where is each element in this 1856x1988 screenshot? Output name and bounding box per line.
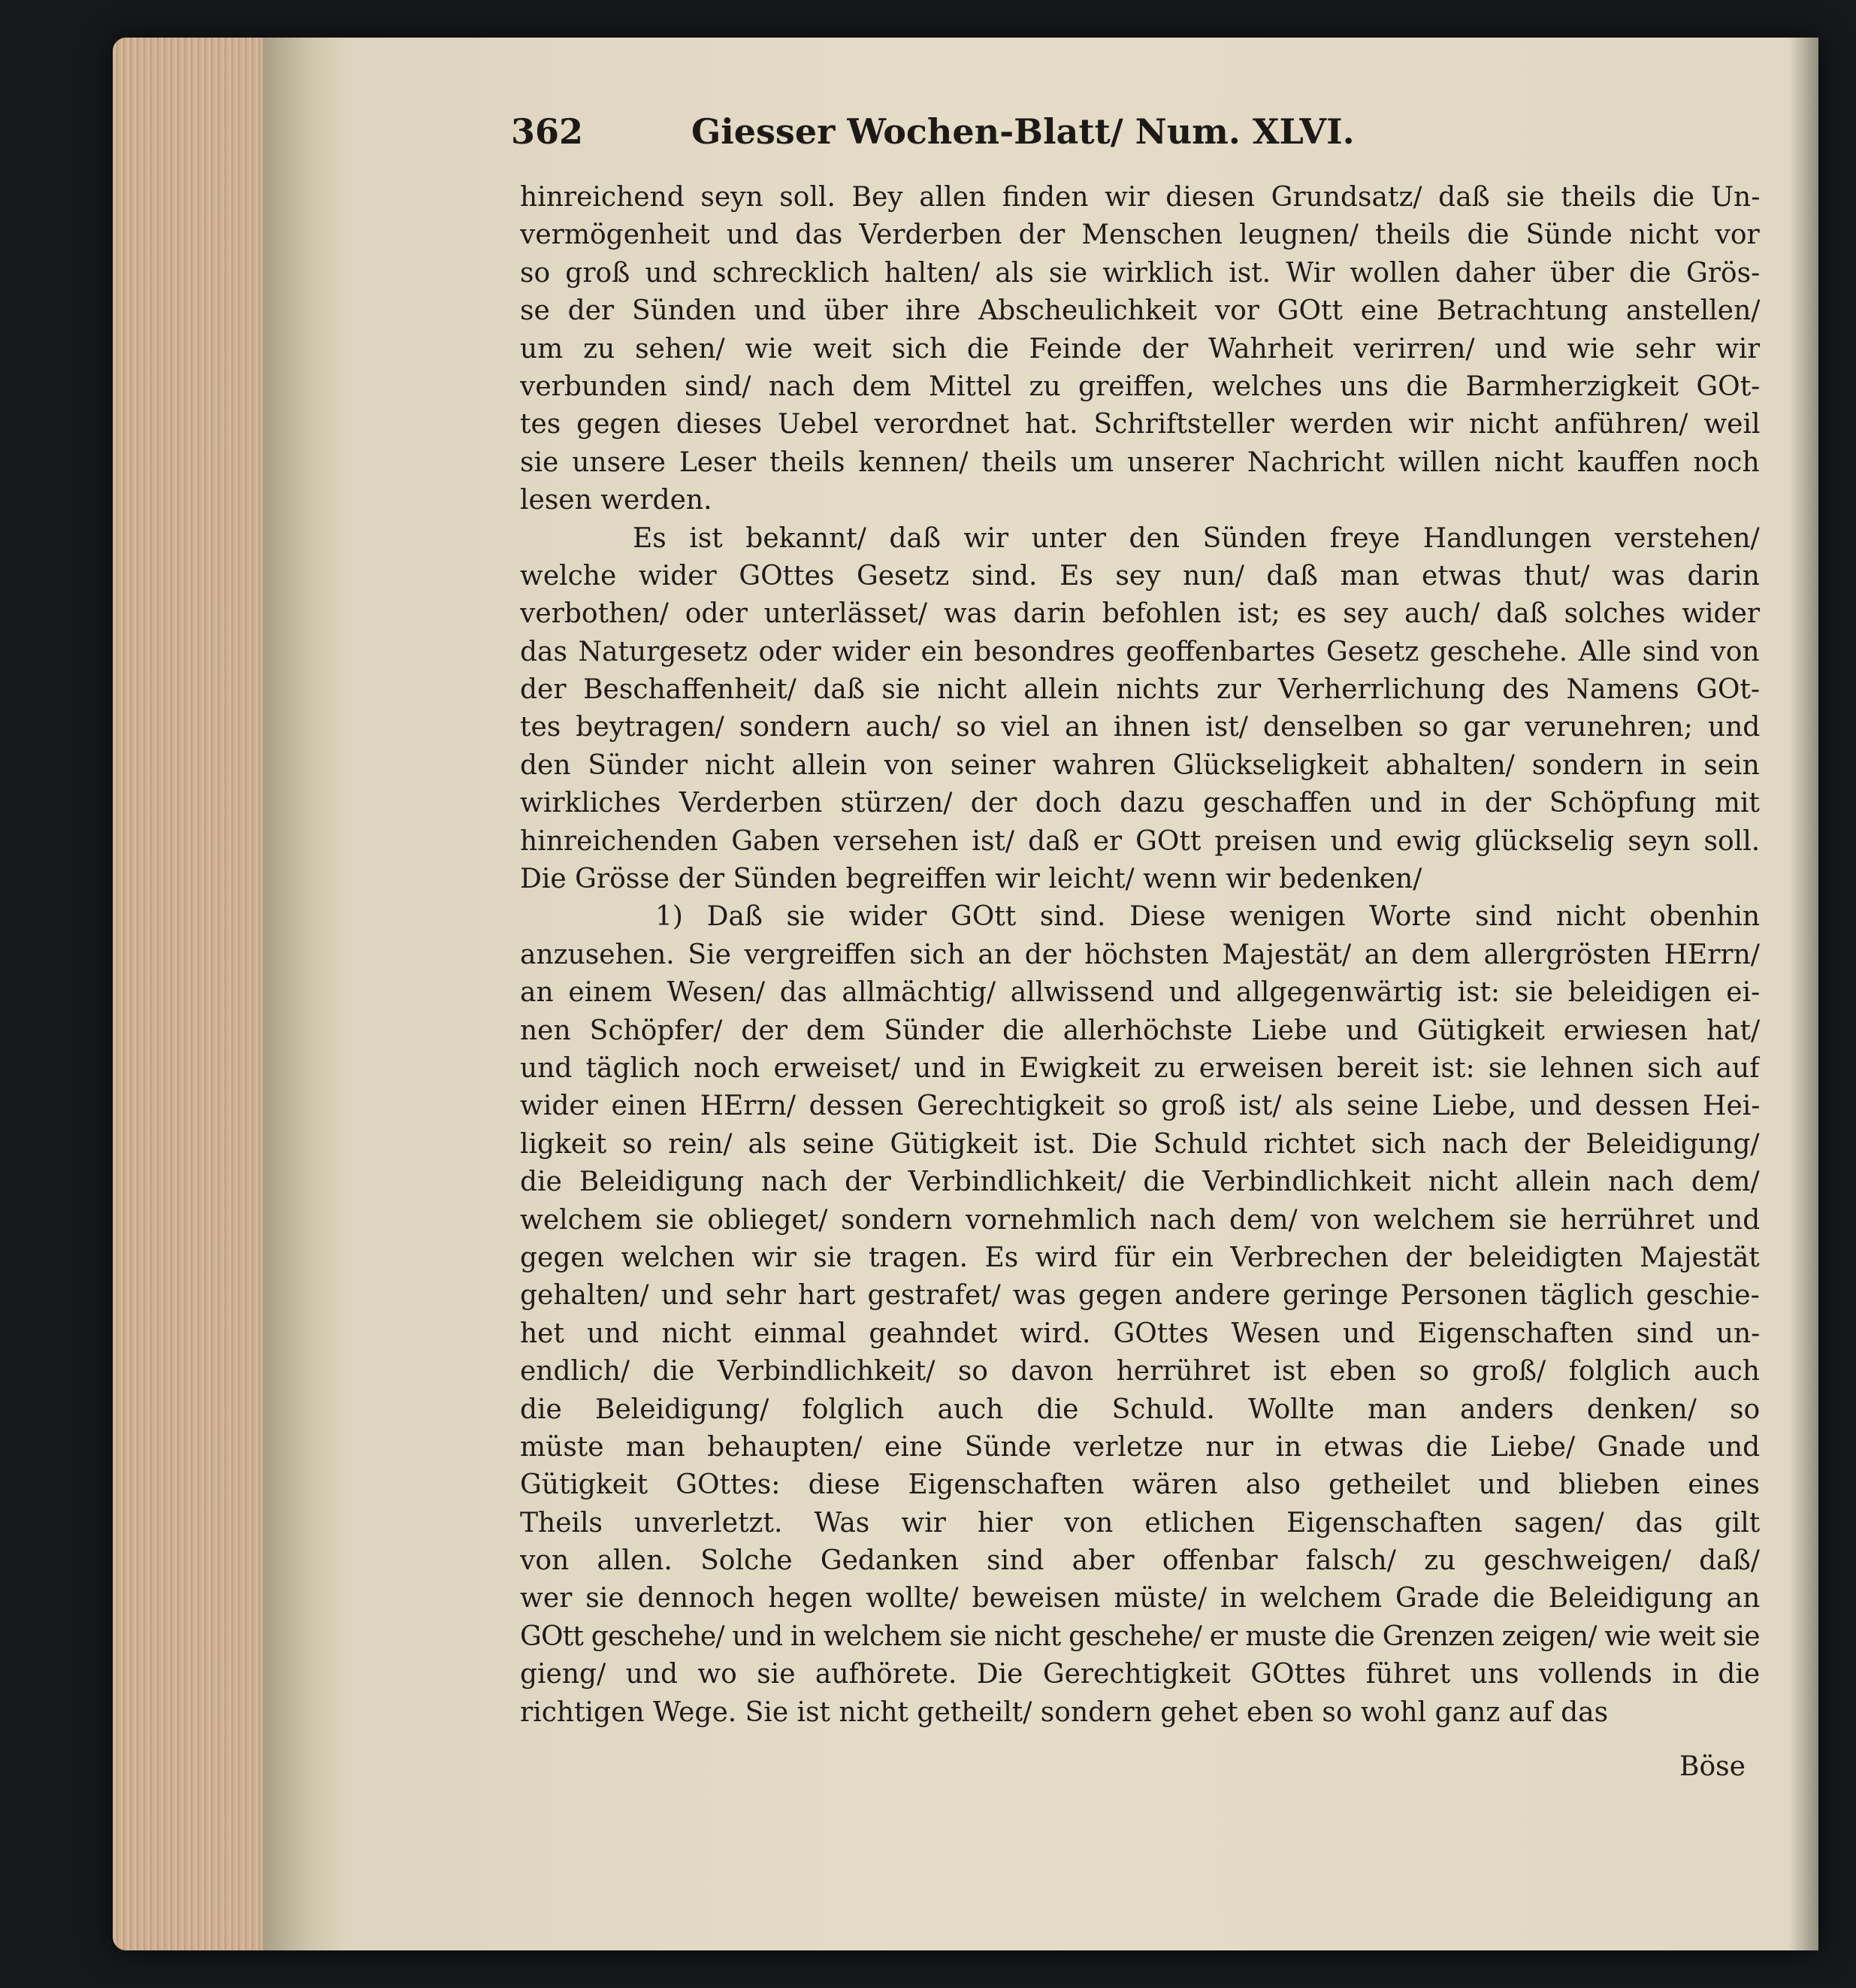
text-line: wirkliches Verderben stürzen/ der doch dazu geschaffen und in der Schöpfung mit xyxy=(520,788,1760,819)
text-line: het und nicht einmal geahndet wird. GOttes Wesen und Eigenschaften sind un- xyxy=(520,1318,1760,1349)
page-right-shadow xyxy=(1788,38,1818,1950)
text-line: die Beleidigung nach der Verbindlichkeit/ die Verbindlichkeit nicht allein nach dem/ xyxy=(520,1166,1760,1198)
text-line: von allen. Solche Gedanken sind aber offenbar falsch/ zu geschweigen/ daß/ xyxy=(520,1545,1760,1577)
text-line: hinreichend seyn soll. Bey allen finden wir diesen Grundsatz/ daß sie theils die Un- xyxy=(520,182,1760,213)
text-line: um zu sehen/ wie weit sich die Feinde der Wahrheit verirren/ und wie sehr wir xyxy=(520,333,1760,365)
gutter-shadow xyxy=(263,38,346,1950)
text-line: verbunden sind/ nach dem Mittel zu greiffen, welches uns die Barmherzigkeit GOt- xyxy=(520,371,1760,402)
text-line: lesen werden. xyxy=(520,485,712,516)
text-line: sie unsere Leser theils kennen/ theils um unserer Nachricht willen nicht kauffen noch xyxy=(520,446,1760,478)
text-line: der Beschaffenheit/ daß sie nicht allein nichts zur Verherrlichung des Namens GOt- xyxy=(520,674,1760,706)
text-line: gehalten/ und sehr hart gestrafet/ was gegen andere geringe Personen täglich geschie- xyxy=(520,1280,1760,1312)
text-line: anzusehen. Sie vergreiffen sich an der höchsten Majestät/ an dem allergrösten HErrn/ xyxy=(520,939,1760,970)
text-line: Gütigkeit GOttes: diese Eigenschaften wären also getheilet und blieben eines xyxy=(520,1469,1760,1501)
text-line: richtigen Wege. Sie ist nicht getheilt/ sondern gehet eben so wohl ganz auf das xyxy=(520,1696,1609,1728)
text-line: müste man behaupten/ eine Sünde verletze nur in etwas die Liebe/ Gnade und xyxy=(520,1431,1760,1463)
text-line: gegen welchen wir sie tragen. Es wird für ein Verbrechen der beleidigten Majestät xyxy=(520,1242,1760,1273)
text-line: Theils unverletzt. Was wir hier von etlichen Eigenschaften sagen/ das gilt xyxy=(520,1507,1760,1539)
text-line: se der Sünden und über ihre Abscheulichkeit vor GOtt eine Betrachtung anstellen/ xyxy=(520,295,1760,327)
text-line: welchem sie oblieget/ sondern vornehmlich nach dem/ von welchem sie herrühret und xyxy=(520,1204,1760,1236)
header-title: Giesser Wochen-Blatt/ Num. XLVI. xyxy=(691,111,1355,152)
text-line: ligkeit so rein/ als seine Gütigkeit ist. Die Schuld richtet sich nach der Beleidigung/ xyxy=(520,1128,1760,1160)
text-line: Es ist bekannt/ daß wir unter den Sünden freye Handlungen verstehen/ xyxy=(633,522,1760,554)
text-line: tes gegen dieses Uebel verordnet hat. Schriftsteller werden wir nicht anführen/ weil xyxy=(520,409,1760,440)
text-line: vermögenheit und das Verderben der Menschen leugnen/ theils die Sünde nicht vor xyxy=(520,219,1760,251)
catchword: Böse xyxy=(1679,1751,1746,1782)
text-line: nen Schöpfer/ der dem Sünder die allerhöchste Liebe und Gütigkeit erwiesen hat/ xyxy=(520,1015,1760,1046)
text-line: wider einen HErrn/ dessen Gerechtigkeit so groß ist/ als seine Liebe, und dessen Hei- xyxy=(520,1091,1760,1122)
text-line: tes beytragen/ sondern auch/ so viel an ihnen ist/ denselben so gar verunehren; und xyxy=(520,712,1760,743)
text-line: an einem Wesen/ das allmächtig/ allwissend und allgegenwärtig ist: sie beleidigen ei- xyxy=(520,977,1760,1009)
body-text xyxy=(520,179,1760,1732)
text-line: verbothen/ oder unterlässet/ was darin befohlen ist; es sey auch/ daß solches wider xyxy=(520,598,1760,630)
text-line: so groß und schrecklich halten/ als sie wirklich ist. Wir wollen daher über die Grös- xyxy=(520,257,1760,289)
text-line: hinreichenden Gaben versehen ist/ daß er GOtt preisen und ewig glückselig seyn soll. xyxy=(520,825,1760,857)
text-line: und täglich noch erweiset/ und in Ewigkeit zu erweisen bereit ist: sie lehnen sich auf xyxy=(520,1052,1760,1084)
text-line: wer sie dennoch hegen wollte/ beweisen müste/ in welchem Grade die Beleidigung an xyxy=(520,1583,1760,1614)
text-line: gieng/ und wo sie aufhörete. Die Gerechtigkeit GOttes führet uns vollends in die xyxy=(520,1659,1760,1690)
text-line: endlich/ die Verbindlichkeit/ so davon herrühret ist eben so groß/ folglich auch xyxy=(520,1356,1760,1387)
page-edges xyxy=(113,38,263,1950)
running-head xyxy=(406,111,1473,164)
text-line: den Sünder nicht allein von seiner wahren Glückseligkeit abhalten/ sondern in sein xyxy=(520,749,1760,781)
text-line: 1) Daß sie wider GOtt sind. Diese wenigen Worte sind nicht obenhin xyxy=(655,901,1760,933)
text-line: die Beleidigung/ folglich auch die Schuld. Wollte man anders denken/ so xyxy=(520,1393,1760,1425)
text-line: GOtt geschehe/ und in welchem sie nicht geschehe/ er muste die Grenzen zeigen/ wie weit sie xyxy=(520,1620,1760,1652)
page-number: 362 xyxy=(511,111,584,152)
text-line: Die Grösse der Sünden begreiffen wir leicht/ wenn wir bedenken/ xyxy=(520,864,1422,895)
text-line: welche wider GOttes Gesetz sind. Es sey nun/ daß man etwas thut/ was darin xyxy=(520,560,1760,592)
text-line: das Naturgesetz oder wider ein besondres geoffenbartes Gesetz geschehe. Alle sind von xyxy=(520,636,1760,667)
